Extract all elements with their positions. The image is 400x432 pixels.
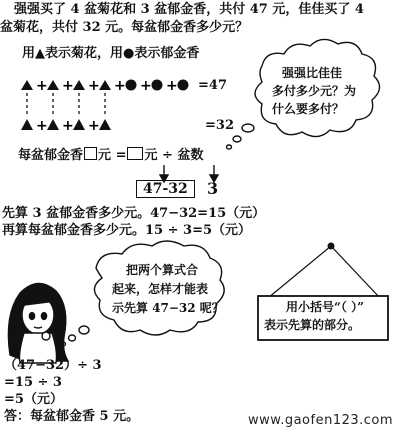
problem-line-2: 盆菊花，共付 32 元。每盆郁金香多少元？ [0,20,249,35]
formula-divide: ÷ [162,148,173,163]
sign-line-1: 用小括号“（ ）” [286,300,364,314]
equation-2-result: =32 [205,118,234,133]
formula-unit-2: 元 [144,148,158,163]
problem-line-1: 强强买了 4 盆菊花和 3 盆郁金香，共付 47 元，佳佳买了 4 [14,2,364,17]
girl-cloud-line-3: 示先算 47−32 呢？ [112,301,224,315]
solution-line-1: （47−32）÷ 3 [4,358,102,373]
svg-text:+: + [62,78,74,94]
formula-prefix: 每盆郁金香 [18,148,84,163]
formula-suffix: 盆数 [177,148,204,163]
step-2: 再算每盆郁金香多少元。15 ÷ 3=5（元） [2,223,252,238]
triangle-icon [73,80,85,90]
girl-cloud-line-1: 把两个算式合 [126,263,199,277]
symbol-row-1 [21,78,189,94]
triangle-icon [47,80,59,90]
watermark: www.gaofen123.com [248,413,394,428]
sign-line-2: 表示先算的部分。 [264,318,361,332]
cloud-top-line-1: 强强比佳佳 [282,66,343,80]
equation-1-result: =47 [198,78,227,93]
pin-icon [328,243,334,249]
cloud-top-line-3: 什么要多付？ [272,102,345,116]
solution-line-3: =5（元） [4,392,63,407]
svg-text:+: + [62,118,74,134]
triangle-icon [21,119,33,130]
girl-cloud-line-2: 起来，怎样才能表 [112,282,209,296]
formula-line [18,147,203,164]
dot-icon [126,80,137,91]
formula-equals: = [115,148,127,163]
formula-unit-1: 元 [98,148,112,163]
solution-line-2: =15 ÷ 3 [4,375,62,390]
eye-icon [41,313,46,320]
svg-text:+: + [88,118,100,134]
svg-text:+: + [166,78,178,94]
dot-icon [152,80,163,91]
solution-answer: 答：每盆郁金香 5 元。 [4,409,140,424]
triangle-icon [99,80,111,90]
svg-text:+: + [36,118,48,134]
girl-illustration [8,283,68,363]
cloud-top-line-2: 多付多少元？为 [272,84,357,98]
legend-text: 用▲表示菊花，用●表示郁金香 [22,46,200,61]
boxed-value: 47-32 [136,180,195,198]
hand-icon [42,332,50,340]
eye-icon [29,313,34,320]
triangle-icon [99,119,111,130]
step-1: 先算 3 盆郁金香多少元。47−32=15（元） [2,206,266,221]
dashed-connectors [27,93,105,115]
svg-text:+: + [114,78,126,94]
dot-icon [178,80,189,91]
blank-box [127,147,143,160]
symbol-row-2 [21,118,111,134]
triangle-icon [73,119,85,130]
blank-box [84,147,97,160]
svg-text:+: + [140,78,152,94]
svg-text:+: + [36,78,48,94]
triangle-icon [47,119,59,130]
triangle-icon [21,80,33,90]
count-value: 3 [207,179,219,198]
svg-text:+: + [88,78,100,94]
